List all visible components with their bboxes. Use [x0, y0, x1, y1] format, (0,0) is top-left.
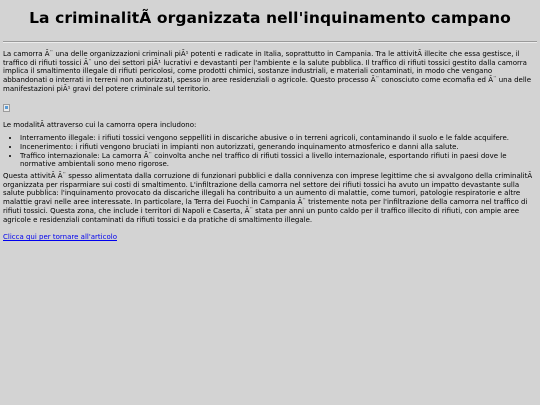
list-item: • Incenerimento: i rifiuti vengono bruciati in impianti non autorizzati, generando inquinamento atmosferico e danni alla salute. — [20, 143, 537, 152]
page-title: La criminalitÃ organizzata nell'inquinamento campano — [29, 9, 511, 27]
intro-paragraph: La camorra Ã¨ una delle organizzazioni criminali piÃ¹ potenti e radicate in Italia, soprattutto in Campania. Tra le attivitÃ illecite che essa gestisce, il traffico di rifiuti tossici Ã¨ uno dei settori piÃ¹ lucrativi e devastanti per l'ambiente e la salute pubblica. Il traffico di rifiuti tossici gestito dalla camorra implica il smaltimento illegale di rifiuti pericolosi, come prodotti chimici, sostanze industriali, e materiali contaminati, in modo che vengano abbandonati o interrati in terreni non autorizzati, spesso in aree residenziali o agricole. Questo processo Ã¨ conosciuto come ecomafia ed Ã¨ una delle manifestazioni piÃ¹ gravi del potere criminale sul territorio. — [3, 50, 532, 93]
list-item: • Interramento illegale: i rifiuti tossici vengono seppelliti in discariche abusive o in terreni agricoli, contaminando il suolo e le falde acquifere. — [20, 134, 537, 143]
back-to-article-link[interactable]: Clicca qui per tornare all'articolo — [3, 233, 117, 242]
title-divider — [3, 41, 537, 43]
modalities-list — [3, 134, 537, 169]
modalities-intro: Le modalitÃ attraverso cui la camorra opera includono: — [3, 120, 197, 129]
broken-image-icon — [3, 104, 10, 112]
list-item: • Traffico internazionale: La camorra Ã¨ coinvolta anche nel traffico di rifiuti tossici a livello internazionale, esportando rifiuti in paesi dove le normative ambientali sono meno rigorose. — [20, 152, 537, 169]
conclusion-paragraph: Questa attivitÃ Ã¨ spesso alimentata dalla corruzione di funzionari pubblici e dalla connivenza con imprese legittime che si avvalgono della criminalitÃ organizzata per risparmiare sui costi di smaltimento. L'infiltrazione della camorra nel settore dei rifiuti tossici ha avuto un impatto devastante sulla salute pubblica: l'inquinamento provocato da discariche illegali ha contribuito a un aumento di malattie, come tumori, patologie respiratorie e altre malattie gravi nelle aree interessate. In particolare, la Terra dei Fuochi in Campania Ã¨ tristemente nota per l'infiltrazione della camorra nel traffico di rifiuti tossici. Questa zona, che include i territori di Napoli e Caserta, Ã¨ stata per anni un punto caldo per il traffico illecito di rifiuti, con ampie aree agricole e residenziali contaminati da rifiuti tossici e da pratiche di smaltimento illegale. — [3, 172, 533, 224]
